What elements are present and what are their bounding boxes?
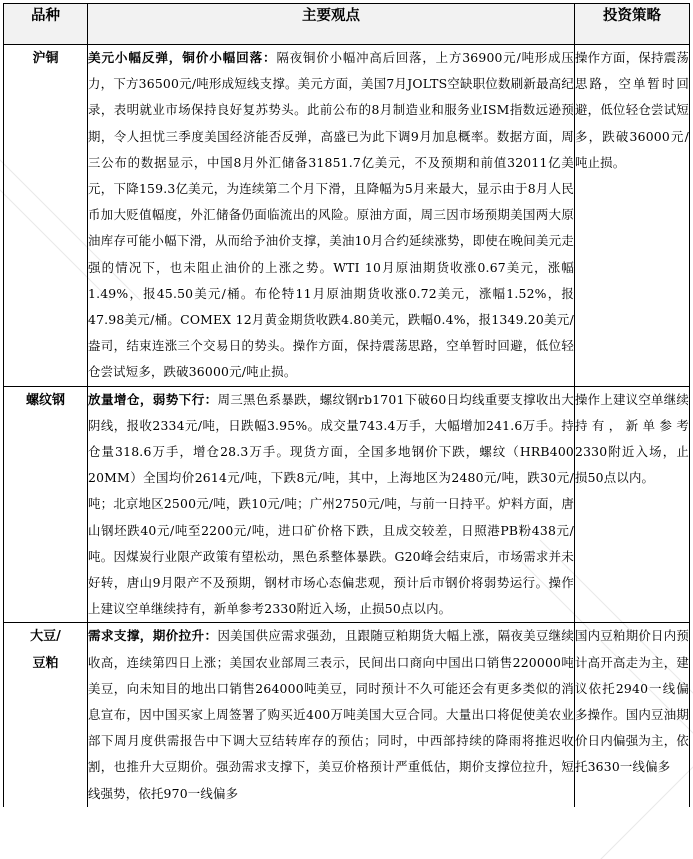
view-lead-rebar: 放量增仓，弱势下行：: [88, 391, 218, 407]
variety-name-rebar: 螺纹钢: [4, 386, 88, 623]
market-report-table: [3, 3, 690, 807]
variety-name-soy-line2: 豆粕: [32, 656, 59, 672]
strategy-soy: 国内豆粕期价日内预计高开高走为主，建议依托2940一线偏多操作。国内豆油期价日内偏强为主，依托3630一线偏多: [575, 623, 690, 807]
view-text-copper: 隔夜铜价小幅冲高后回落，上方36900元/吨形成压力，下方36500元/吨形成短线支撑。美元方面，美国7月JOLTS空缺职位数刷新最高纪录，表明就业市场保持良好复苏势头。此前公布的8月制造业和服务业ISM指数远逊预期，令人担忧三季度美国经济能否反弹，高盛已为此下调9月加息概率。数据方面，周三公布的数据显示，中国8月外汇储备31851.7亿美元，不及预期和前值32011亿美元，下降159.3亿美元，为连续第二个月下滑，且降幅为5月来最大，显示由于8月人民币加大贬值幅度，外汇储备仍面临流出的风险。原油方面，周三因市场预期美国两大原油库存可能小幅下滑，从而给予油价支撑，美油10月合约延续涨势，即使在晚间美元走强的情况下，也未阻止油价的上涨之势。WTI 10月原油期货收涨0.67美元，涨幅1.49%，报45.50美元/桶。布伦特11月原油期货收涨0.72美元，涨幅1.52%，报47.98美元/桶。COMEX 12月黄金期货收跌4.80美元，跌幅0.4%，报1349.20美元/盎司，结束连涨三个交易日的势头。操作方面，保持震荡思路，空单暂时回避，低位轻仓尝试短多，跌破36000元/吨止损。: [88, 50, 574, 380]
header-main-view: 主要观点: [88, 4, 575, 45]
main-view-copper: [88, 45, 575, 387]
table-header-row: [4, 4, 690, 45]
view-lead-copper: 美元小幅反弹，铜价小幅回落：: [88, 50, 277, 65]
table-row-rebar: [4, 386, 690, 623]
strategy-rebar: 操作上建议空单继续持有，新单参考2330附近入场，止损50点以内。: [575, 386, 690, 623]
strategy-copper: 操作方面，保持震荡思路，空单暂时回避，低位轻仓尝试短多，跌破36000元/吨止损。: [575, 45, 690, 387]
variety-name-copper: 沪铜: [4, 45, 88, 387]
variety-name-soy-line1: 大豆/: [30, 629, 61, 645]
variety-name-soy: [4, 623, 88, 807]
table-row-soy: [4, 623, 690, 807]
view-lead-soy: 需求支撑，期价拉升：: [88, 628, 218, 644]
header-variety: 品种: [4, 4, 88, 45]
view-text-rebar: 周三黑色系暴跌，螺纹钢rb1701下破60日均线重要支撑收出大阴线，报收2334元/吨，日跌幅3.95%。成交量743.4万手，大幅增加241.6万手。持仓量318.6万手，增仓28.3万手。现货方面，全国多地钢价下跌，螺纹（HRB400 20MM）全国均价2614元/吨，下跌8元/吨，其中，上海地区为2480元/吨，跌30元/吨；北京地区2500元/吨，跌10元/吨；广州2750元/吨，与前一日持平。炉料方面，唐山钢坯跌40元/吨至2200元/吨，进口矿价格下跌，且成交较差，日照港PB粉438元/吨。因煤炭行业限产政策有望松动，黑色系整体暴跌。G20峰会结束后，市场需求并未好转，唐山9月限产不及预期，钢材市场心态偏悲观，预计后市钢价将弱势运行。操作上建议空单继续持有，新单参考2330附近入场，止损50点以内。: [88, 391, 575, 617]
main-view-rebar: [88, 386, 575, 623]
table-row-copper: [4, 45, 690, 387]
header-strategy: 投资策略: [575, 4, 690, 45]
main-view-soy: [88, 623, 575, 807]
view-text-soy: 因美国供应需求强劲，且跟随豆粕期货大幅上涨，隔夜美豆继续收高，连续第四日上涨；美国农业部周三表示，民间出口商向中国出口销售220000吨美豆，向未知目的地出口销售264000吨美豆，同时预计不久可能还会有更多类似的消息宣布，因中国买家上周签署了购买近400万吨美国大豆合同。大量出口将促使美农业部下周月度供需报告中下调大豆结转库存的预估；同时，中西部持续的降雨将推迟收割，也推升大豆期价。强劲需求支撑下，美豆价格预计严重低估，期价支撑位拉升，短线强势，依托970一线偏多: [88, 628, 574, 801]
